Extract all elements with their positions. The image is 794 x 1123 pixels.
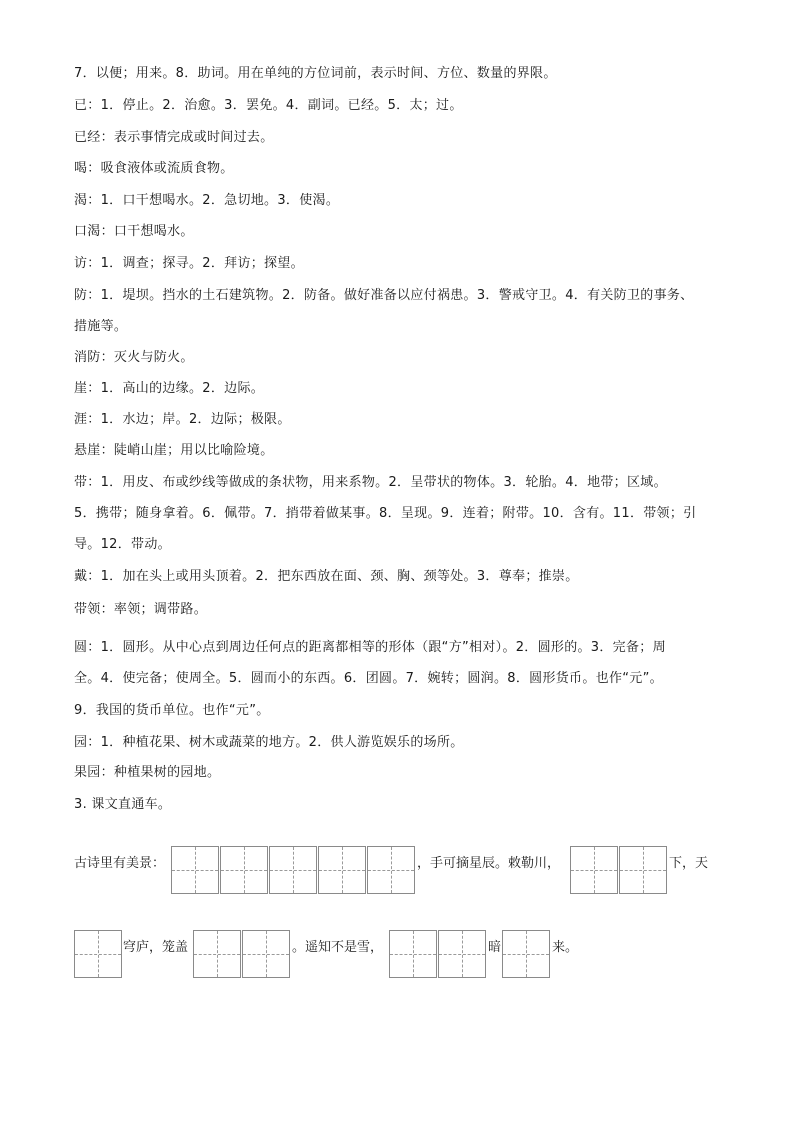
text-line: 带：1．用皮、布或纱线等做成的条状物，用来系物。2．呈带状的物体。3．轮胎。4．地带；区域。 — [74, 475, 667, 490]
exercise-text: 下，天 — [669, 856, 709, 871]
tian-grid-box[interactable] — [242, 930, 290, 978]
exercise-text: ，手可摘星辰。敕勒川， — [417, 856, 561, 871]
text-line: 果园：种植果树的园地。 — [74, 765, 221, 780]
tian-grid-box[interactable] — [269, 846, 317, 894]
text-line: 喝：吸食液体或流质食物。 — [74, 161, 234, 176]
text-line: 9．我国的货币单位。也作“元”。 — [74, 703, 270, 718]
text-line: 5．携带；随身拿着。6．佩带。7．捎带着做某事。8．呈现。9．连着；附带。10．含有。11．带领；引 — [74, 506, 697, 521]
text-line: 口渴：口干想喝水。 — [74, 224, 194, 239]
tian-grid-box[interactable] — [619, 846, 667, 894]
tian-grid-box[interactable] — [74, 930, 122, 978]
text-line: 崖：1．高山的边缘。2．边际。 — [74, 381, 265, 396]
tian-grid-box[interactable] — [367, 846, 415, 894]
tian-grid-box[interactable] — [389, 930, 437, 978]
text-line: 已：1．停止。2．治愈。3．罢免。4．副词。已经。5．太；过。 — [74, 98, 463, 113]
tian-grid-box[interactable] — [438, 930, 486, 978]
text-line: 防：1．堤坝。挡水的土石建筑物。2．防备。做好准备以应付祸患。3．警戒守卫。4．有关防卫的事务、 — [74, 288, 694, 303]
text-line: 已经：表示事情完成或时间过去。 — [74, 130, 274, 145]
text-line: 访：1．调查；探寻。2．拜访；探望。 — [74, 256, 304, 271]
text-line: 措施等。 — [74, 319, 128, 334]
tian-grid-box[interactable] — [502, 930, 550, 978]
exercise-row-2 — [74, 930, 720, 982]
text-line: 7．以便；用来。8．助词。用在单纯的方位词前，表示时间、方位、数量的界限。 — [74, 66, 557, 81]
exercise-text: 。遥知不是雪， — [292, 940, 384, 955]
text-line: 全。4．使完备；使周全。5．圆而小的东西。6．团圆。7．婉转；圆润。8．圆形货币。也作“元”。 — [74, 671, 663, 686]
text-line: 园：1．种植花果、树木或蔬菜的地方。2．供人游览娱乐的场所。 — [74, 735, 464, 750]
text-line: 涯：1．水边；岸。2．边际；极限。 — [74, 412, 291, 427]
tian-grid-box[interactable] — [220, 846, 268, 894]
tian-grid-box[interactable] — [171, 846, 219, 894]
text-line: 渴：1．口干想喝水。2．急切地。3．使渴。 — [74, 193, 340, 208]
exercise-row-1 — [74, 846, 720, 898]
section-heading: 3. 课文直通车。 — [74, 797, 172, 812]
tian-grid-box[interactable] — [318, 846, 366, 894]
text-line: 消防：灭火与防火。 — [74, 350, 194, 365]
exercise-text: 暗 — [488, 940, 502, 955]
tian-grid-box[interactable] — [570, 846, 618, 894]
tian-grid-box[interactable] — [193, 930, 241, 978]
text-line: 带领：率领；调带路。 — [74, 602, 208, 617]
exercise-text: 穹庐，笼盖 — [123, 940, 189, 955]
text-line: 导。12．带动。 — [74, 537, 171, 552]
exercise-prefix: 古诗里有美景： — [74, 856, 166, 871]
exercise-text: 来。 — [552, 940, 579, 955]
text-line: 悬崖：陡峭山崖；用以比喻险境。 — [74, 443, 274, 458]
text-line: 圆：1．圆形。从中心点到周边任何点的距离都相等的形体（跟“方”相对）。2．圆形的。3．完备；周 — [74, 640, 666, 655]
text-line: 戴：1．加在头上或用头顶着。2．把东西放在面、颈、胸、颈等处。3．尊奉；推崇。 — [74, 569, 579, 584]
